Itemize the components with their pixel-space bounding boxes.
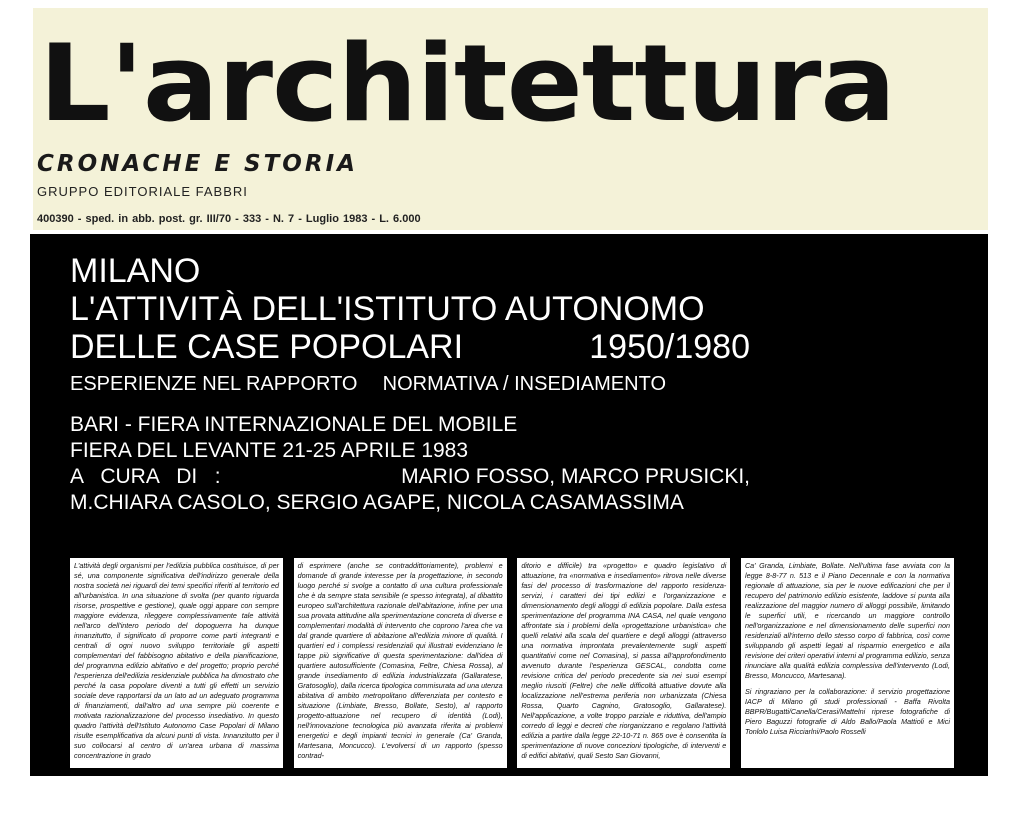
column-3-text: ditorio e difficile) tra «progetto» e quadro legislativo di attuazione, tra «normativa e insediamento» ritrova nelle diverse fasi del processo di trasformazione del rapporto residenza-servizi, i caratteri dei tipi edilizi e l'organizzazione e dimensionamento degli alloggi di edilizia popolare. Dalla estesa sperimentazione del programma INA CASA, nel quale vengono affrontate sia i problemi della «progettazione urbanistica» che quelli relativi alla scala del quartiere e degli alloggi (attraverso una normativa improntata prevalentemente sugli aspetti quantitativi come nel Comasina), si passa all'approfondimento avvenuto durante l'esperienza GESCAL, condotta come revisione critica del periodo precedente sia nei suoi esempi meglio riusciti (Feltre) che nelle difficoltà attuative dovute alla localizzazione nell'estrema periferia non urbanizzata (Chiesa Rossa, Quarto Cagnino, Gratosoglio, Gallaratese). Nell'applicazione, a volte troppo parziale e riduttiva, dell'ampio corredo di leggi e decreti che riorganizzano e regolano l'attività edilizia a partire dalla legge 22-10-71 n. 865 ove è consentita la sperimentazione di nuove concezioni tipologiche, di interventi e di edifici abitativi, quali Sesto San Giovanni, (521, 561, 727, 760)
curators-names-1: MARIO FOSSO, MARCO PRUSICKI, (401, 465, 750, 488)
curators-prefix: A CURA DI : (70, 465, 221, 488)
headline-city: MILANO (70, 252, 201, 290)
column-1-text: L'attività degli organismi per l'edilizia pubblica costituisce, di per sé, una componente significativa dell'indirizzo generale della nostra società nei riguardi dei temi specifici riferiti al territorio ed all'urbanistica. In una situazione di svolta (per quanto riguarda risorse, prospettive e gestione), quale oggi appare con sempre maggiore evidenza, rileggere complessivamente tale attività nell'arco dell'intero periodo del dopoguerra ha dunque innanzitutto, il significato di proporre come parti integranti e centrali di ogni nuovo sviluppo territoriale gli aspetti complementari del fabbisogno abitativo e della pianificazione, del programma edilizio abitativo e del progetto; proprio perché l'esperienza dell'edilizia residenziale pubblica ha dimostrato che perché la casa popolare diventi a tutti gli effetti un servizio sociale deve rapportarsi da un lato ad un adeguato programma di finanziamenti, dall'altro ad una sempre più coerente e motivata razionalizzazione del processo insediativo. In questo quadro l'attività dell'Istituto Autonomo Case Popolari di Milano risulte esemplificativa da alcuni punti di vista. Innanzitutto per il suo collocarsi al centro di un'area urbana di massima concentrazione in grado (74, 561, 279, 760)
column-4-text: Ca' Granda, Limbiate, Bollate. Nell'ultima fase avviata con la legge 8-8-77 n. 513 e il Piano Decennale e con la normativa regionale di attuazione, sia per le nuove edificazioni che per il recupero del patrimonio edilizio esistente, laddove si punta alla realizzazione del maggior numero di alloggi possibile, limitando le superfici utili, e ricercando un maggiore controllo nell'organizzazione e nel dimensionamento delle superfici non residenziali all'interno dello stesso corpo di fabbrica, così come sviluppando gli aspetti legati al risparmio energetico e alla revisione dei criteri operativi interni al programma edilizio, senza rinunciare alla qualità edilizia complessiva dell'intervento (Lodi, Bresso, Moncucco, Martesana). (744, 561, 950, 680)
article-columns (70, 558, 954, 768)
subheadline-left: ESPERIENZE NEL RAPPORTO (70, 373, 358, 395)
magazine-subtitle: CRONACHE E STORIA (37, 151, 358, 177)
event-info (70, 412, 750, 516)
headline-title-row (70, 328, 750, 366)
event-line-2: FIERA DEL LEVANTE 21-25 APRILE 1983 (70, 439, 469, 462)
logo-text: L'architettura (39, 22, 896, 145)
column-2-text: di esprimere (anche se contraddittoriamente), problemi e domande di grande interesse per la progettazione, in secondo luogo perché si svolge a contatto di una cultura professionale che è da sempre stata sensibile (e spesso integrata), al dibattito europeo sull'architettura razionale dell'abitazione, infine per una sua provata attitudine alla sperimentazione concreta di diverse e complementari modalità di intervento che coprono l'area che va dal grande quartiere di abitazione all'edilizia minore di qualità. I quartieri ed i complessi residenziali qui illustrati evidenziano le tappe più significative di questa sperimentazione: dall'idea di quartiere autosufficiente (Comasina, Feltre, Chiesa Rossa), al grande insediamento di edilizia industrializzata (Gallaratese, Gratosoglio), dalla ricerca tipologica commisurata ad una utenza abitativa di ambito metropolitano differenziata per contesto e situazione (Limbiate, Bresso, Bollate, Sesto), al rapporto progetto-attuazione nel recupero di identità (Lodi), nell'innovazione tecnologica più avanzata riferita ai problemi energetici e degli impianti tecnici in generale (Ca' Granda, Martesana, Moncucco). L'evolversi di un rapporto (spesso contrad- (297, 561, 503, 760)
article-column-3 (517, 558, 730, 768)
event-line-1: BARI - FIERA INTERNAZIONALE DEL MOBILE (70, 413, 518, 436)
article-panel (30, 234, 988, 776)
postal-info: 400390 - sped. in abb. post. gr. III/70 - 333 - N. 7 - Luglio 1983 - L. 6.000 (37, 213, 421, 225)
headline-title-continued: DELLE CASE POPOLARI (70, 328, 464, 366)
subheadline-right: NORMATIVA / INSEDIAMENTO (382, 373, 666, 395)
article-column-1 (70, 558, 283, 768)
article-column-4 (741, 558, 954, 768)
masthead (33, 8, 988, 230)
article-column-2 (294, 558, 507, 768)
headline-years: 1950/1980 (589, 328, 750, 366)
curators-row (70, 464, 750, 490)
headline (70, 252, 750, 366)
headline-title: L'ATTIVITÀ DELL'ISTITUTO AUTONOMO (70, 290, 705, 328)
curators-names-2: M.CHIARA CASOLO, SERGIO AGAPE, NICOLA CASAMASSIMA (70, 491, 684, 514)
subheadline (70, 373, 666, 396)
acknowledgements: Si ringraziano per la collaborazione: il servizio progettazione IACP di Milano gli studi professionali - Baffa Rivolta BBPR/Bugatti/Canella/Cerasi/Mattelni riprese fotografiche di Piero Baguzzi fotografie di Aldo Ballo/Paola Mattioli e Mici Tonlolo Luisa Ricciarlni/Paolo Rosselli (744, 687, 950, 736)
magazine-logo (33, 22, 988, 145)
publisher-name: GRUPPO EDITORIALE FABBRI (37, 184, 248, 199)
